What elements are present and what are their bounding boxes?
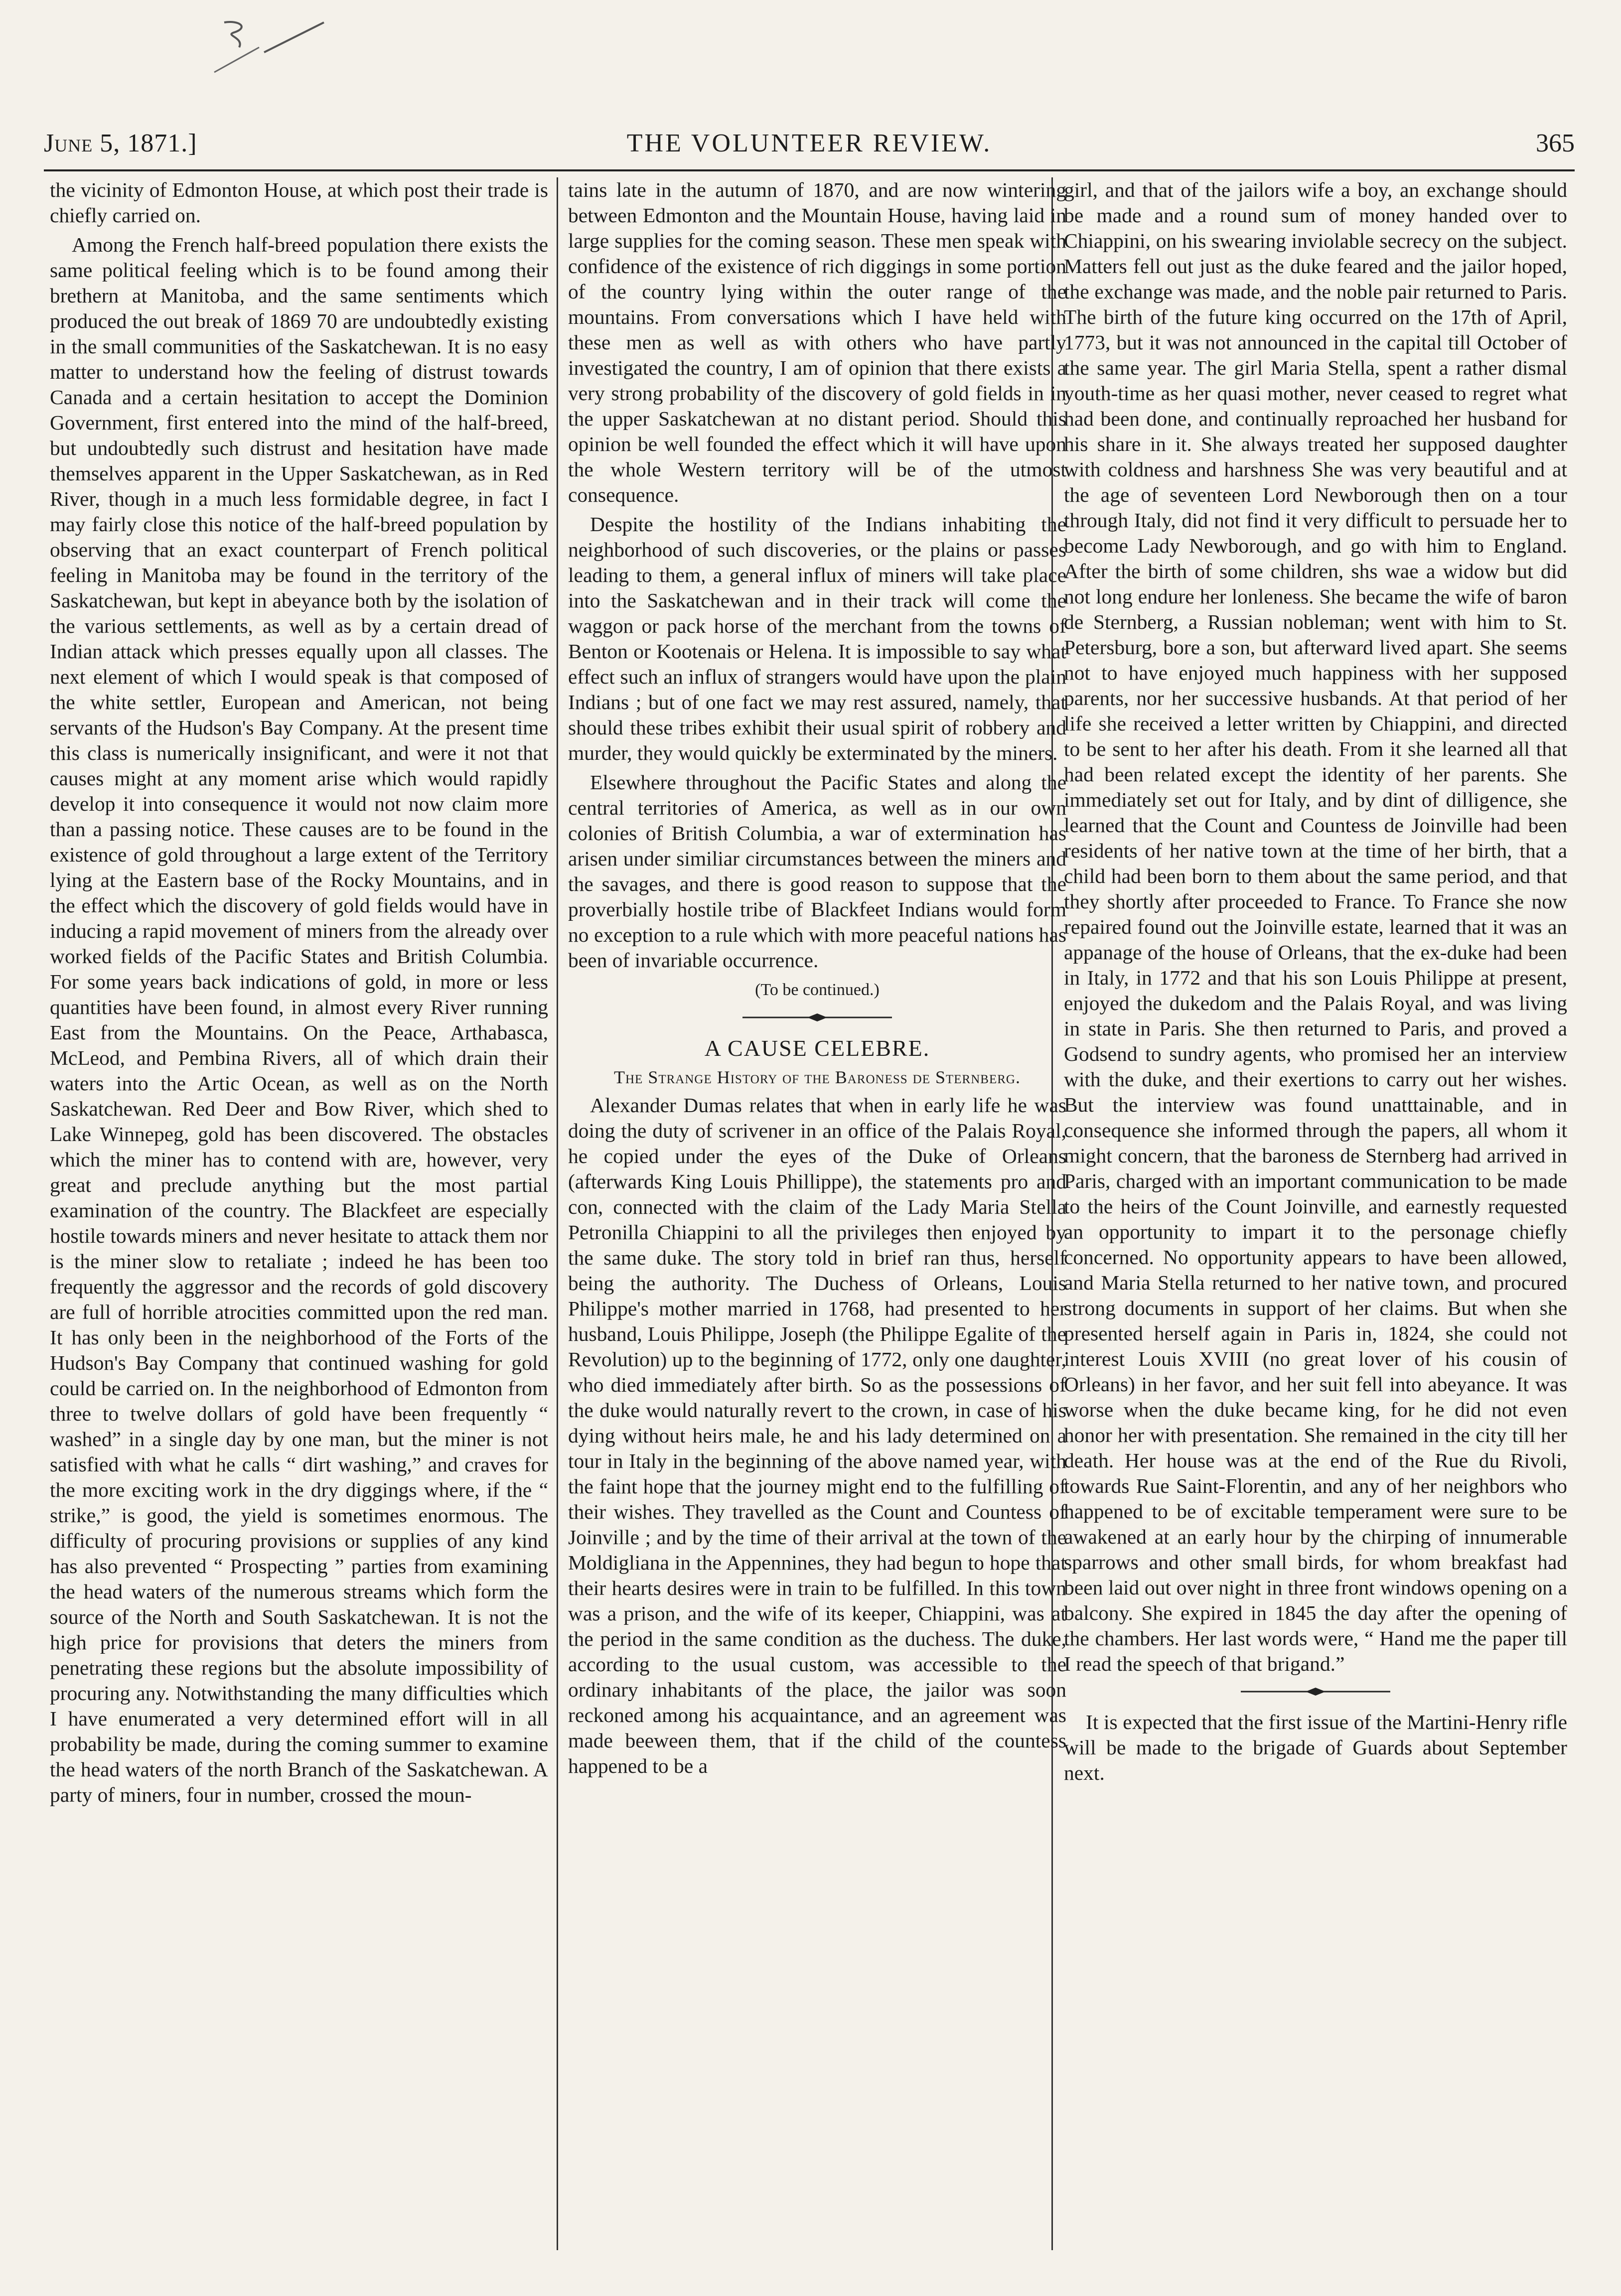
paragraph: Among the French half-breed population there exists the same political feeling which is to be found among their brethern at Manitoba, and the same sentiments which produced the out break of 1869 70 are undoubtedly existing in the small communities of the Saskatchewan. It is no easy matter to understand how the feeling of distrust towards Canada and a certain hesitation to accept the Dominion Government, first entered into the mind of the half-breed, but undoubtedly such distrust and hesitation have made themselves apparent in the Upper Saskatchewan, as in Red River, though in a much less formidable degree, in fact I may fairly close this notice of the half-breed population by observing that an exact counterpart of French political feeling in Manitoba may be found in the territory of the Saskatchewan, but kept in abeyance both by the isolation of the various settlements, as well as by a certain dread of Indian attack which presses equally upon all classes. The next element of which I would speak is that composed of the white settler, European and American, not being servants of the Hudson's Bay Company. At the present time this class is numerically insignificant, and were it not that causes might at any moment arise which would rapidly develop it into consequence it would not now claim more than a passing notice. These causes are to be found in the existence of gold throughout a large extent of the Territory lying at the Eastern base of the Rocky Mountains, and in the effect which the discovery of gold fields would have in inducing a rapid movement of miners from the already over worked fields of the Pacific States and British Columbia. For some years back indications of gold, in more or less quantities have been found, in almost every River running East from the Mountains. On the Peace, Arthabasca, McLeod, and Pembina Rivers, all of which drain their waters into the Artic Ocean, as well as on the North Saskatchewan. Red Deer and Bow River, which shed to Lake Winnepeg, gold has been discovered. The obstacles which the miner has to contend with are, however, very great and preclude anything but the most partial examination of the country. The Blackfeet are especially hostile towards miners and never hesitate to attack them nor is the miner slow to retaliate ; indeed he has been too frequently the aggressor and the records of gold discovery are full of horrible atrocities committed upon the red man. It has only been in the neighborhood of the Forts of the Hudson's Bay Company that continued washing for gold could be carried on. In the neighborhood of Edmonton from three to twelve dollars of gold have been frequently “ washed” in a single day by one man, but the miner is not satisfied with what he calls “ dirt washing,” and craves for the more exciting work in the dry diggings where, if the “ strike,” is good, the yield is sometimes enormous. The difficulty of procuring provisions or supplies of any kind has also prevented “ Prospecting ” parties from examining the head waters of the numerous streams which form the source of the North and South Saskatchewan. It is not the high price for provisions that deters the miners from penetrating these regions but the absolute impossibility of procuring any. Notwithstanding the many difficulties which I have enumerated a very determined effort will in all probability be made, during the coming summer to examine the head waters of the north Branch of the Saskatchewan. A party of miners, four in number, crossed the moun- (50, 233, 548, 1806)
paragraph: It is expected that the first issue of the Martini-Henry rifle will be made to the brigade of Guards about September next. (1064, 1711, 1567, 1784)
paragraph: Elsewhere throughout the Pacific States and along the central territories of America, as well as in our own colonies of British Columbia, a war of extermination has arisen under similiar circumstances between the miners and the savages, and there is good reason to suppose that the proverbially hostile tribe of Blackfeet Indians would form no exception to a rule which with more peaceful nations has been of invariable occurrence. (568, 771, 1066, 972)
ink-scribble-mark (204, 17, 334, 87)
column-1 (50, 177, 548, 2250)
page-header (44, 129, 1575, 163)
column-2 (568, 177, 1066, 2250)
issue-date: June 5, 1871.] (44, 129, 197, 157)
article-subheading: The Strange History of the Baroness de Sternberg. (614, 1067, 1021, 1087)
paragraph: the vicinity of Edmonton House, at which post their trade is chiefly carried on. (50, 178, 548, 227)
column-3 (1064, 177, 1567, 2250)
paragraph: girl, and that of the jailors wife a boy, an exchange should be made and a round sum of money handed over to Chiappini, on his swearing inviolable secrecy on the subject. Matters fell out just as the duke feared and the jailor hoped, the exchange was made, and the noble pair returned to Paris. The birth of the future king occurred on the 17th of April, 1773, but it was not announced in the capital till October of the same year. The girl Maria Stella, spent a rather dismal youth-time as her quasi mother, never ceased to regret what had been done, and continually reproached her husband for his share in it. She always treated her supposed daughter with coldness and harshness She was very beautiful and at the age of seventeen Lord Newborough then on a tour through Italy, did not find it very difficult to persuade her to become Lady Newborough, and go with him to England. After the birth of some children, shs wae a widow but did not long endure her lonleness. She became the wife of baron de Sternberg, a Russian nobleman; went with him to St. Petersburg, bore a son, but afterward lived apart. She seems not to have enjoyed much happiness with her supposed parents, nor her successive husbands. At that period of her life she received a letter written by Chiappini, and directed to be sent to her after his death. From it she learned all that had been related except the identity of her parents. She immediately set out for Italy, and by dint of dilligence, she learned that the Count and Countess de Joinville had been residents of her native town at the time of her birth, that a child had been born to them about the same period, and that they shortly after proceeded to France. To France she now repaired found out the Joinville estate, learned that it was an appanage of the house of Orleans, that the ex-duke had been in Italy, in 1772 and that his son Louis Philippe at present, enjoyed the dukedom and the Palais Royal, and was living in state in Paris. She then returned to Paris, and proved a Godsend to sundry agents, who promised her an interview with the duke, and their exertions to carry out her wishes. But the interview was found unatttainable, and in consequence she informed through the papers, all whom it might concern, that the baroness de Sternberg had arrived in Paris, charged with an important communication to be made to the heirs of the Count Joinville, and earnestly requested an opportunity to impart it to the personage chiefly concerned. No opportunity appears to have been allowed, and Maria Stella returned to her native town, and procured strong documents in support of her claims. But when she presented herself again in Paris in, 1824, she could not interest Louis XVIII (no great lover of his cousin of Orleans) in her favor, and her suit fell into abeyance. It was worse when the duke became king, for he did not even honor her with presentation. She remained in the city till her death. Her house was at the end of the Rue du Rivoli, towards Rue Saint-Florentin, and any of her neighbors who happened to be of excitable temperament were sure to be awakened at an early hour by the chirping of innumerable sparrows and other small birds, for whom breakfast had been laid out over night in three front windows opening on a balcony. She expired in 1845 the day after the opening of the chambers. Her last words were, “ Hand me the paper till I read the speech of that brigand.” (1064, 178, 1567, 1675)
section-divider-ornament (742, 1011, 892, 1023)
paragraph: Alexander Dumas relates that when in early life he was doing the duty of scrivener in an office of the Palais Royal, he copied under the eyes of the Duke of Orleans (afterwards King Louis Phillippe), the statements pro and con, connected with the claim of the Lady Maria Stella Petronilla Chiappini to all the privileges then enjoyed by the same duke. The story told in brief ran thus, herself being the authority. The Duchess of Orleans, Louis Philippe's mother married in 1768, had presented to her husband, Louis Philippe, Joseph (the Philippe Egalite of the Revolution) up to the beginning of 1772, only one daughter, who died immediately after birth. So as the possessions of the duke would naturally revert to the crown, in case of his dying without heirs male, he and his lady determined on a tour in Italy in the beginning of the above named year, with the faint hope that the journey might end to the fulfilling of their wishes. They travelled as the Count and Countess of Joinville ; and by the time of their arrival at the town of the Moldigliana in the Appennines, they had begun to hope that their hearts desires were in train to be fulfilled. In this town was a prison, and the wife of its keeper, Chiappini, was at the period in the same condition as the duchess. The duke, according to the usual custom, was accessible to the ordinary inhabitants of the place, the jailor was soon reckoned among his acquaintance, and an agreement was made beeween them, that if the child of the countess happened to be a (568, 1094, 1066, 1777)
continued-note: (To be continued.) (755, 981, 880, 999)
section-divider-ornament (1241, 1686, 1390, 1698)
publication-title: THE VOLUNTEER REVIEW. (626, 129, 992, 157)
page-number: 365 (1536, 129, 1575, 157)
column-divider-1 (557, 177, 558, 2250)
header-rule (44, 169, 1575, 171)
article-heading: A CAUSE CELEBRE. (704, 1035, 930, 1061)
paragraph: Despite the hostility of the Indians inhabiting the neighborhood of such discoveries, or the plains or passes leading to them, a general influx of miners will take place into the Saskatchewan and in their track will come the waggon or pack horse of the merchant from the towns of Benton or Kootenais or Helena. It is impossible to say what effect such an influx of strangers would have upon the plain Indians ; but of one fact we may rest assured, namely, that should these tribes exhibit their usual spirit of robbery and murder, they would quickly be exterminated by the miners. (568, 513, 1066, 764)
paragraph: tains late in the autumn of 1870, and are now wintering between Edmonton and the Mountain House, having laid in large supplies for the coming season. These men speak with confidence of the existence of rich diggings in some portion of the country lying within the outer range of the mountains. From conversations which I have held with these men as well as with others who have partly investigated the country, I am of opinion that there exists a very strong probability of the discovery of gold fields in in the upper Saskatchewan at no distant period. Should this opinion be well founded the effect which it will have upon the whole Western territory will be of the utmost consequence. (568, 178, 1066, 506)
